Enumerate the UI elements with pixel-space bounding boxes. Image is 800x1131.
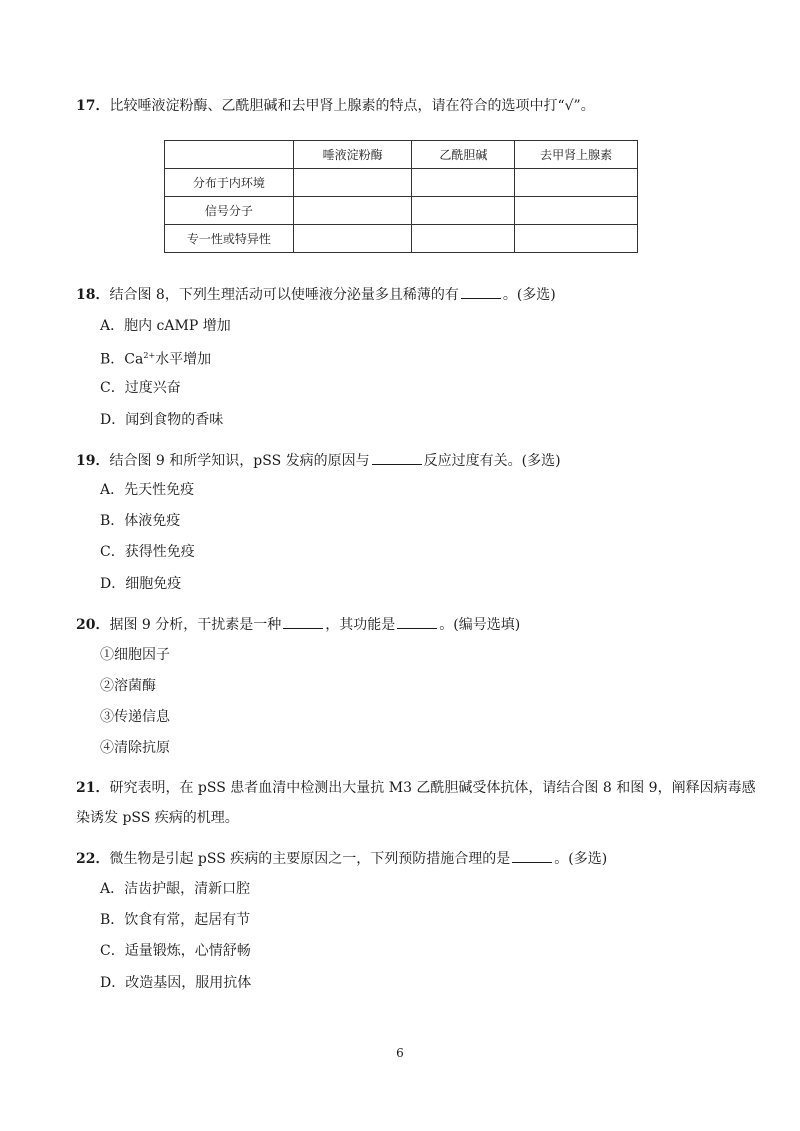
question-21-continued: 染诱发 pSS 疾病的机理。: [76, 810, 239, 826]
table-row: [165, 225, 638, 253]
question-number: 22．: [76, 851, 110, 867]
option-b[interactable]: B．饮食有常，起居有节: [100, 912, 251, 928]
question-number: 20．: [76, 617, 110, 633]
option-3: ③传递信息: [100, 709, 170, 725]
option-b[interactable]: [100, 346, 211, 370]
row-label: 信号分子: [165, 197, 294, 225]
option-a[interactable]: A．胞内 cAMP 增加: [100, 318, 231, 334]
answer-cell[interactable]: [412, 225, 515, 253]
answer-blank[interactable]: [372, 450, 422, 465]
option-2: ②溶菌酶: [100, 678, 156, 694]
superscript: 2+: [143, 351, 156, 360]
question-text-mid: ，其功能是: [325, 617, 396, 633]
answer-cell[interactable]: [515, 197, 638, 225]
answer-blank[interactable]: [512, 848, 552, 863]
option-b-prefix: B．Ca: [100, 351, 144, 368]
answer-blank[interactable]: [397, 614, 437, 629]
question-text: 据图 9 分析，干扰素是一种: [109, 617, 282, 633]
question-17: [76, 96, 595, 116]
question-20: [76, 614, 520, 635]
option-c[interactable]: C．适量锻炼，心情舒畅: [100, 943, 251, 959]
question-text: 微生物是引起 pSS 疾病的主要原因之一，下列预防措施合理的是: [109, 851, 511, 867]
table-row: [165, 169, 638, 197]
answer-blank[interactable]: [461, 284, 501, 299]
question-text: 比较唾液淀粉酶、乙酰胆碱和去甲肾上腺素的特点，请在符合的选项中打“√”。: [109, 98, 595, 114]
answer-cell[interactable]: [293, 169, 412, 197]
question-text: 结合图 8，下列生理活动可以使唾液分泌量多且稀薄的有: [109, 287, 459, 303]
table-header-cell: 去甲肾上腺素: [515, 141, 638, 169]
table-header-row: [165, 141, 638, 169]
answer-cell[interactable]: [412, 197, 515, 225]
option-4: ④清除抗原: [100, 740, 170, 756]
question-19: [76, 450, 561, 471]
option-c[interactable]: C．获得性免疫: [100, 544, 195, 560]
option-d[interactable]: D．改造基因，服用抗体: [100, 975, 252, 991]
table-row: [165, 197, 638, 225]
question-number: 21．: [76, 780, 110, 796]
row-label: 专一性或特异性: [165, 225, 294, 253]
option-c[interactable]: C．过度兴奋: [100, 380, 181, 396]
table-header-cell: 乙酰胆碱: [412, 141, 515, 169]
option-d[interactable]: D．细胞免疫: [100, 576, 182, 592]
table-header-cell: [165, 141, 294, 169]
question-number: 17．: [76, 98, 110, 114]
option-a[interactable]: A．洁齿护龈，清新口腔: [100, 881, 251, 897]
question-text-suffix: 。(编号选填): [439, 617, 521, 633]
question-text-suffix: 。(多选): [554, 851, 608, 867]
question-21: [76, 778, 756, 798]
question-text: 研究表明，在 pSS 患者血清中检测出大量抗 M3 乙酰胆碱受体抗体，请结合图 8 和图 9，阐释因病毒感: [109, 780, 756, 796]
option-1: ①细胞因子: [100, 647, 170, 663]
answer-blank[interactable]: [283, 614, 323, 629]
question-text-suffix: 。(多选): [502, 287, 556, 303]
answer-cell[interactable]: [293, 225, 412, 253]
question-18: [76, 284, 556, 305]
answer-cell[interactable]: [515, 169, 638, 197]
option-d[interactable]: D．闻到食物的香味: [100, 412, 224, 428]
question-text: 结合图 9 和所学知识，pSS 发病的原因与: [109, 453, 370, 469]
table-header-cell: 唾液淀粉酶: [293, 141, 412, 169]
question-text-suffix: 反应过度有关。(多选): [423, 453, 561, 469]
question-number: 19．: [76, 453, 110, 469]
question-22: [76, 848, 607, 869]
comparison-table: [164, 140, 638, 253]
answer-cell[interactable]: [293, 197, 412, 225]
question-number: 18．: [76, 287, 110, 303]
option-b[interactable]: B．体液免疫: [100, 513, 181, 529]
option-b-suffix: 水平增加: [155, 351, 212, 368]
row-label: 分布于内环境: [165, 169, 294, 197]
option-a[interactable]: A．先天性免疫: [100, 482, 195, 498]
answer-cell[interactable]: [515, 225, 638, 253]
page-number: 6: [396, 1046, 404, 1060]
answer-cell[interactable]: [412, 169, 515, 197]
